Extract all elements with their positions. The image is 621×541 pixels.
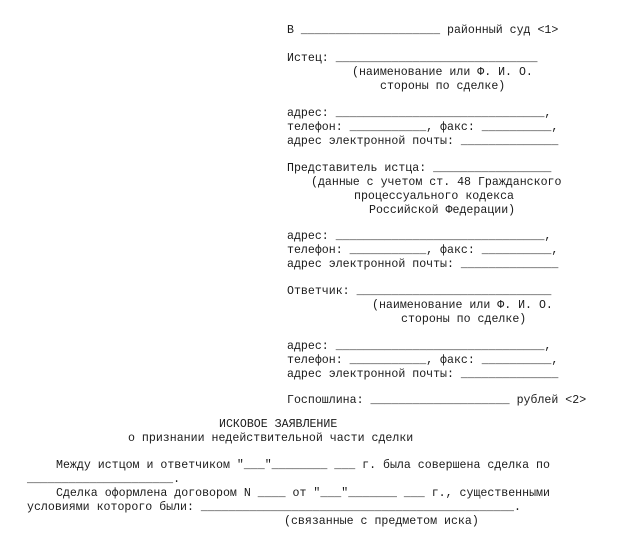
fee-line: Госпошлина: ____________________ рублей <2> [287, 394, 587, 407]
plaintiff-line: Истец: _____________________________ [287, 52, 538, 65]
plaintiff-phone: телефон: ___________, факс: __________, [287, 121, 559, 134]
defendant-hint-1: (наименование или Ф. И. О. [372, 299, 553, 312]
representative-line: Представитель истца: _________________ [287, 162, 552, 175]
body-paragraph-2-line-2: условиями которого были: _____________________________________________. [27, 501, 521, 514]
body-paragraph-1-line-2: _____________________. [27, 473, 181, 486]
defendant-email: адрес электронной почты: ______________ [287, 368, 559, 381]
defendant-address: адрес: ______________________________, [287, 340, 552, 353]
plaintiff-email: адрес электронной почты: ______________ [287, 135, 559, 148]
document-title: ИСКОВОЕ ЗАЯВЛЕНИЕ [219, 418, 338, 431]
representative-hint-3: Российской Федерации) [369, 204, 516, 217]
body-paragraph-2-hint: (связанные с предметом иска) [284, 515, 479, 528]
defendant-line: Ответчик: ____________________________ [287, 285, 552, 298]
document-subtitle: о признании недействительной части сделки [128, 432, 414, 445]
body-paragraph-2-line-1: Сделка оформлена договором N ____ от "___"_______ ___ г., существенными [56, 487, 550, 500]
plaintiff-hint-2: стороны по сделке) [380, 80, 506, 93]
plaintiff-hint-1: (наименование или Ф. И. О. [352, 66, 533, 79]
representative-email: адрес электронной почты: ______________ [287, 258, 559, 271]
representative-hint-1: (данные с учетом ст. 48 Гражданского [311, 176, 562, 189]
representative-hint-2: процессуального кодекса [354, 190, 515, 203]
defendant-phone: телефон: ___________, факс: __________, [287, 354, 559, 367]
court-line: В ____________________ районный суд <1> [287, 24, 559, 37]
defendant-hint-2: стороны по сделке) [401, 313, 527, 326]
representative-address: адрес: ______________________________, [287, 230, 552, 243]
representative-phone: телефон: ___________, факс: __________, [287, 244, 559, 257]
plaintiff-address: адрес: ______________________________, [287, 107, 552, 120]
body-paragraph-1-line-1: Между истцом и ответчиком "___"________ ___ г. была совершена сделка по [56, 459, 550, 472]
